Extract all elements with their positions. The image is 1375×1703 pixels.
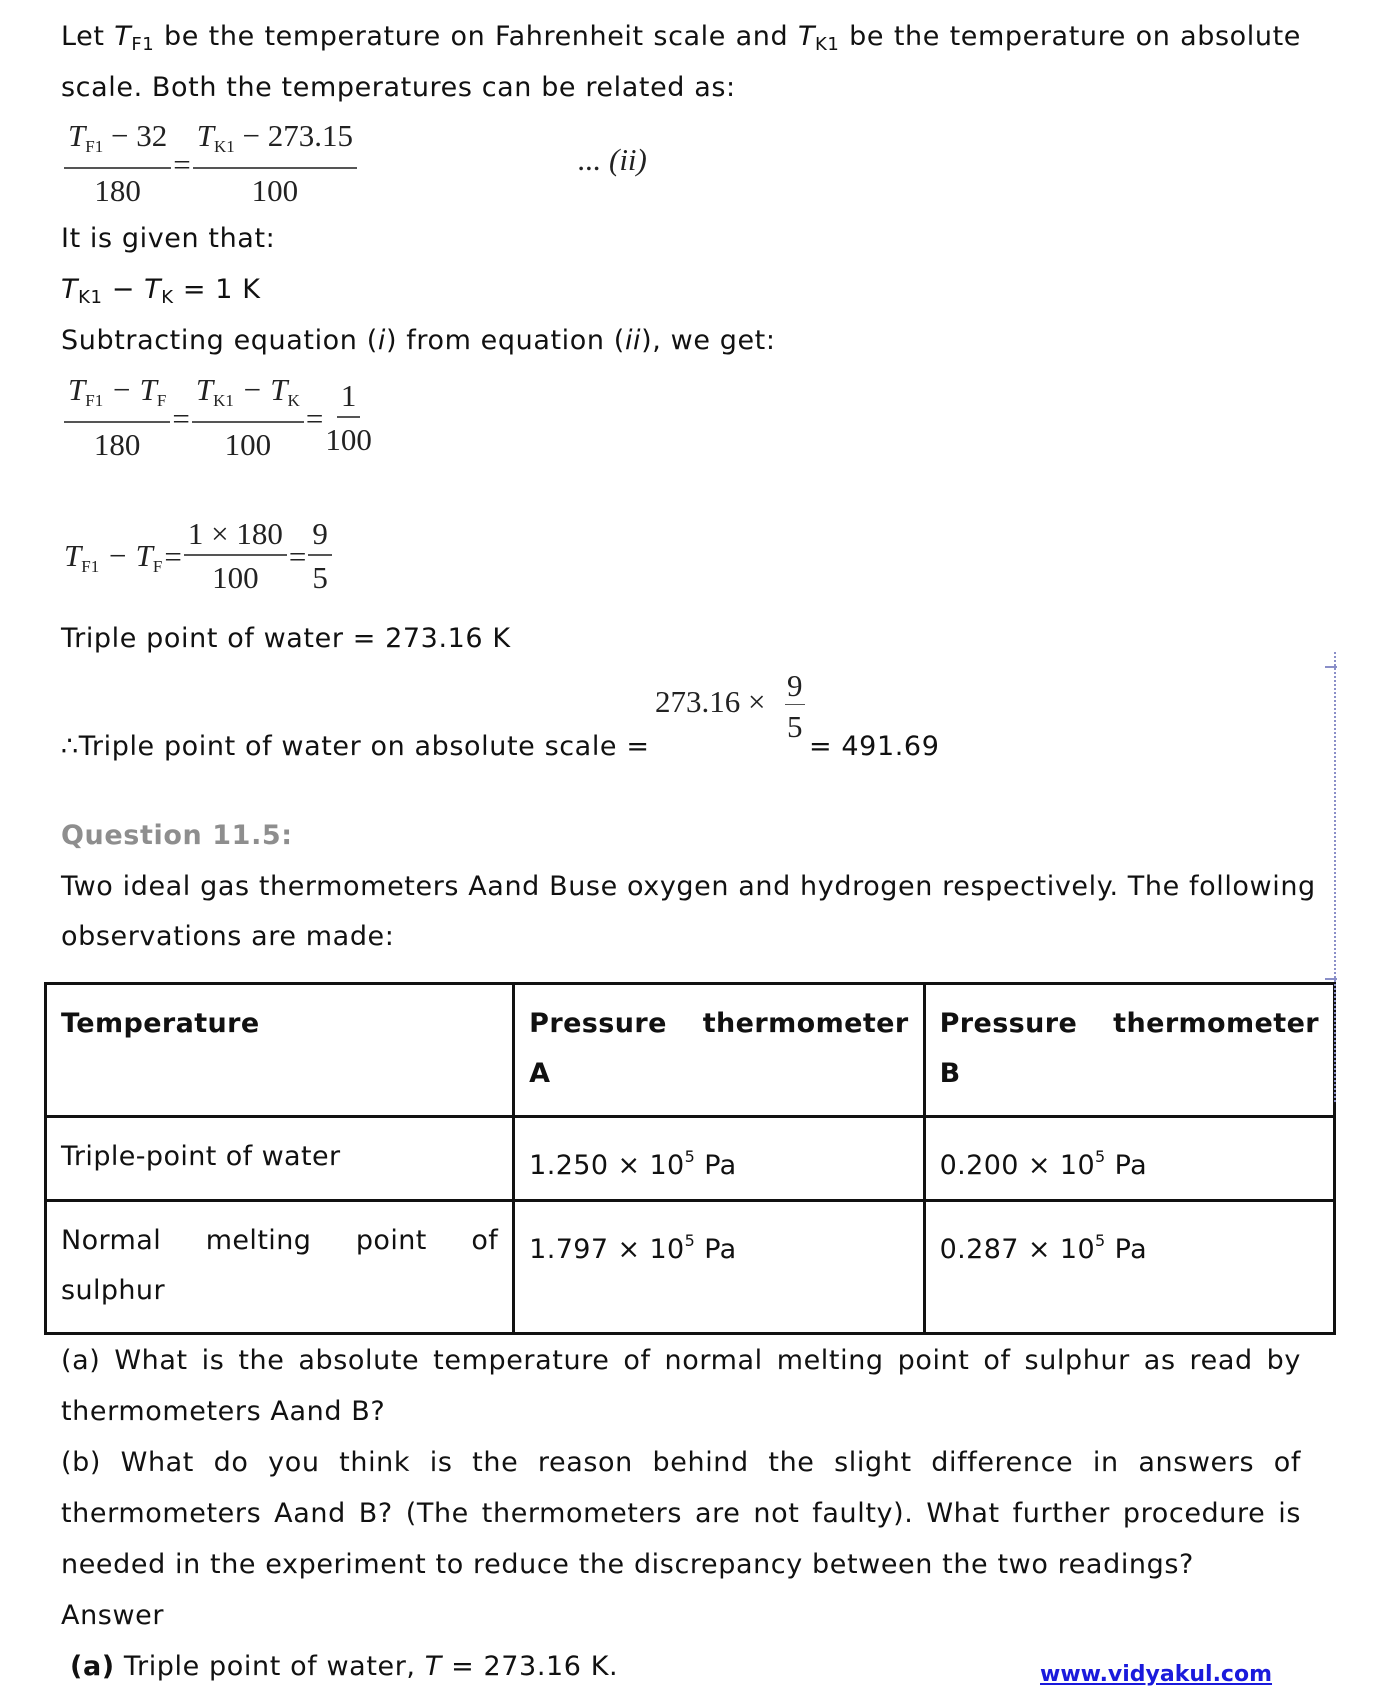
absolute-scale-factor: 273.16 ×: [655, 684, 766, 719]
intro-line-1: Let $T_{F1}$ be the temperature on Fahrenheit scale and $T_{K1}$ be the temperature on absolute: [61, 21, 1301, 55]
given-expression: $T_{K1} - T_K = 1$ K: [61, 274, 261, 308]
row-label: Triple-point of water: [46, 1117, 514, 1201]
margin-dotted-line: [1334, 652, 1336, 1102]
row-pressure-b: $0.200 \times 10^5$ Pa: [924, 1117, 1334, 1201]
table-row: [46, 1201, 1335, 1334]
question-title: Question 11.5:: [61, 820, 293, 851]
equation-label-ii: ... (ii): [578, 142, 647, 177]
vidyakul-link[interactable]: www.vidyakul.com: [1040, 1662, 1273, 1687]
equation-difference: $\frac{TF1 - TF}{180}$ = $\frac{TK1 - TK}{100}$ = $\frac{1}{100}$: [64, 372, 372, 465]
answer-heading: Answer: [61, 1600, 165, 1631]
observations-table: [44, 982, 1336, 1335]
margin-tick-mark: [1325, 978, 1337, 980]
row-pressure-a: $1.797 \times 10^5$ Pa: [514, 1201, 924, 1334]
row-pressure-b: $0.287 \times 10^5$ Pa: [924, 1201, 1334, 1334]
part-b-line-3: needed in the experiment to reduce the discrepancy between the two readings?: [61, 1549, 1194, 1580]
equation-result: TF1 − TF= $\frac{1 \times 180}{100}$ = $\frac{9}{5}$: [64, 516, 332, 598]
margin-tick-mark: [1325, 666, 1337, 668]
subtract-text: Subtracting equation (i) from equation (ii), we get:: [61, 325, 776, 356]
given-heading: It is given that:: [61, 223, 276, 254]
table-header-row: [46, 984, 1335, 1117]
absolute-scale-result: = 491.69: [809, 731, 940, 762]
question-line-2: observations are made:: [61, 921, 395, 952]
row-label: Normal melting point of sulphur: [46, 1201, 514, 1334]
part-a-line-2: thermometers Aand B?: [61, 1396, 386, 1427]
answer-part-a: (a) Triple point of water, T = 273.16 K.: [70, 1651, 619, 1682]
part-b-line-1: (b) What do you think is the reason behind the slight difference in answers of: [61, 1447, 1301, 1478]
header-temperature: Temperature: [46, 984, 514, 1117]
part-a-line-1: (a) What is the absolute temperature of normal melting point of sulphur as read by: [61, 1345, 1301, 1376]
row-pressure-a: $1.250 \times 10^5$ Pa: [514, 1117, 924, 1201]
equation-ii: $\frac{TF1 - 32}{180}$ = $\frac{TK1 - 273.15}{100}$: [64, 118, 357, 211]
header-thermometer-b: Pressure thermometer B: [924, 984, 1334, 1117]
header-thermometer-a: Pressure thermometer A: [514, 984, 924, 1117]
triple-point-text: Triple point of water = 273.16 K: [61, 623, 511, 654]
absolute-scale-label: ∴Triple point of water on absolute scale =: [61, 731, 650, 762]
part-b-line-2: thermometers Aand B? (The thermometers are not faulty). What further procedure is: [61, 1498, 1301, 1529]
table-row: [46, 1117, 1335, 1201]
intro-line-2: scale. Both the temperatures can be related as:: [61, 72, 736, 103]
question-line-1: Two ideal gas thermometers Aand Buse oxygen and hydrogen respectively. The following: [61, 871, 1316, 902]
absolute-scale-fraction: $\frac{9}{5}$: [787, 668, 803, 744]
